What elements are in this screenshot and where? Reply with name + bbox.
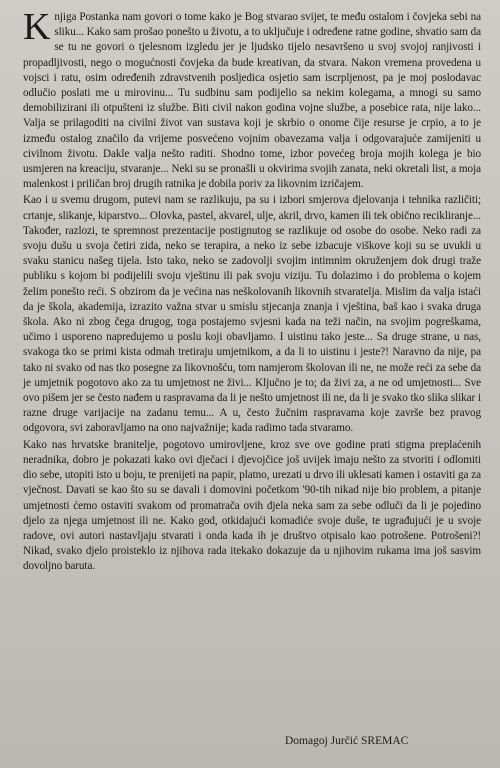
paragraph-1-text: njiga Postanka nam govori o tome kako je Bog stvarao svijet, te među ostalom i čovjeka sebi na sliku... Kako sam prošao ponešto u životu, a to uključuje i određene ratne godine, shvatio sam da se tu ne govori o tjelesnom izgledu jer je ljudsko tijelo nesavršeno u svoj svojoj ranjivosti i propadljivosti, nego o mogućnosti čovjeka da bude kreativan, da stvara. Nakon vremena provedena u vojsci i ratu, osim određenih zdravstvenih posljedica osjetio sam iscrpljenost, pa je moj poslodavac odlučio poslati me u mirovinu... Tu sudbinu sam podijelio sa nekim kolegama, a mnogi su samo demobilizirani ili otpušteni iz službe. Biti civil nakon godina vojne službe, a posebice rata, nije lako... Valja se prilagoditi na civilni život van sustava koji je skrbio o onome čije resurse je crpio, a to je između ostalog značilo da vrijeme posvećeno vojnim obavezama valja i odgovarajuće zamijeniti u civilnom životu. Dakle valja nešto raditi. Shodno tome, izbor povećeg broja mojih kolega je bio usmjeren na kreaciju, stvaranje... Neki su se pronašli u okvirima svojih zanata, neki okretali list, a moja malenkost i priličan broj drugih ratnika je dobila poriv za likovnim izričajem. (23, 11, 481, 191)
paragraph-2: Kao i u svemu drugom, putevi nam se razlikuju, pa su i izbori smjerova djelovanja i tehnika različiti; crtanje, slikanje, kiparstvo... Olovka, pastel, akvarel, ulje, akril, drvo, kamen ili tek obično recikliranje... Također, razlozi, te spremnost prezentacije postignutog se razlikuje od osobe do osobe. Neko radi za svoju dušu u svoja četiri zida, neko se terapira, a neko iz sebe izbacuje viškove koji su se uvukli u svaku stanicu našeg tijela. Isto tako, neko se zadovolji svojim intimnim okruženjem dok drugi traže publiku s kojom bi podijelili svoju vještinu ili pak svoju viziju. Tu dolazimo i do problema o kojem želim ponešto reći. S obzirom da je većina nas neškolovanih likovnih stvaratelja. Mislim da valja istaći da je škola, akademija, izrazito važna stvar u smislu stjecanja znanja i vještina, baš kao i svaka druga škola. Ako ni zbog čega drugog, toga postajemo svjesni kada na teži način, na svojim pogreškama, učimo i usporeno napredujemo u poslu koji obavljamo. I uistinu tako jeste... Sa druge strane, u nas, svakoga tko se primi kista odmah tretiraju umjetnikom, a da li to uistinu i jeste?! Naravno da nije, pa tako ni svako od nas tko posegne za likovnošću, tom namjerom školovan ili ne, ne može reći za sebe da je umjetnik pogotovo ako za tu umjetnost ne živi... Ključno je to; da živi za, a ne od umjetnosti... Sve ovo pišem jer se često nađem u raspravama da li je nešto umjetnost ili ne, da li je svako tko slika slikar i razne druge varijacije na zadanu temu... A u, često žučnim raspravama koje završe bez pravog odgovora, svi zaboravljamo na ono najvažnije; kada radimo tada stvaramo. (23, 194, 481, 435)
drop-cap: K (23, 6, 51, 48)
paragraph-1 (23, 6, 481, 192)
author-signature: Domagoj Jurčić SREMAC (285, 735, 409, 747)
paragraph-3: Kako nas hrvatske branitelje, pogotovo umirovljene, kroz sve ove godine prati stigma preplaćenih neradnika, dobro je pokazati kako ovi dječaci i djevojčice još uvijek imaju nešto za stvoriti i odlomiti dio sebe, utopiti isto u boju, te prenijeti na papir, platno, urezati u drvo ili uklesati kamen i ostaviti ga za vječnost. Davati se kao što su se davali i domovini početkom '90-tih nikad nije bio problem, a pitanje umjetnosti ćemo ostaviti svakom od promatrača ovih djela neka sam za sebe odluči da li je pojedino djelo za njega umjetnost ili ne. Kako god, otkidajući komadiće svoje duše, te ugrađujući je u svoje radove, ovi autori nastavljaju stvarati i onda kada ih je društvo otpisalo kao potrošene. Potrošeni?! Nikad, svako djelo proisteklo iz njihova rada itekako dokazuje da u njihovim rukama ima još sasvim dovoljno baruta. (23, 438, 481, 573)
document-body (23, 6, 481, 575)
